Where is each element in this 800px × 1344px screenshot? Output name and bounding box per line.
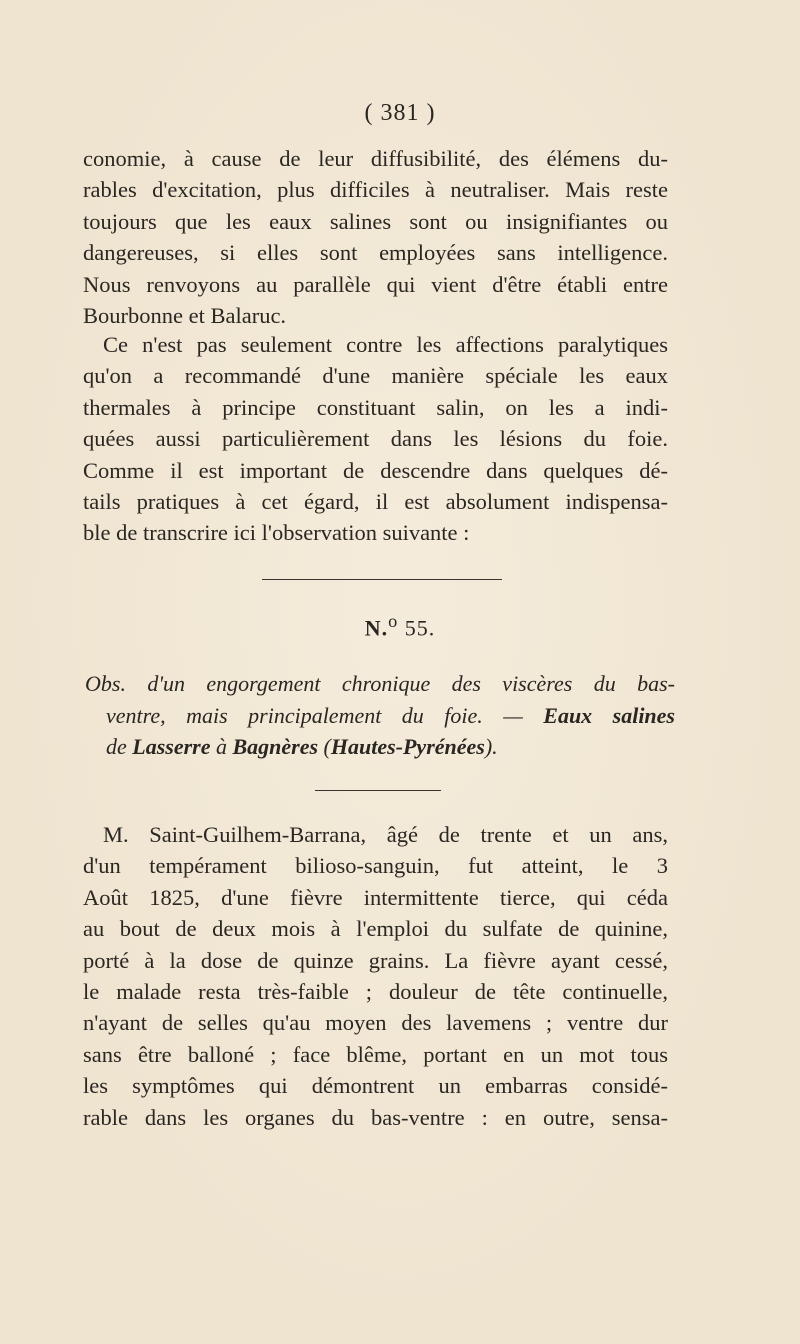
text-line: rable dans les organes du bas-ventre : en outre, sensa- [83, 1104, 668, 1130]
text-line: Ce n'est pas seulement contre les affections paralytiques [103, 332, 668, 357]
observation-title [85, 668, 675, 763]
text-line: Comme il est important de descendre dans quelques dé- [83, 457, 668, 483]
text-line: M. Saint-Guilhem-Barrana, âgé de trente et un ans, [103, 822, 668, 847]
observation-title-line [85, 700, 675, 732]
observation-title-text: ( [318, 734, 331, 759]
text-line: sans être balloné ; face blême, portant en un mot tous [83, 1041, 668, 1067]
text-line: d'un tempérament bilioso-sanguin, fut atteint, le 3 [83, 853, 668, 879]
text-line: Nous renvoyons au parallèle qui vient d'être établi entre [83, 271, 668, 297]
text-line: rables d'excitation, plus difficiles à neutraliser. Mais reste [83, 177, 668, 203]
observation-title-text: à [210, 734, 233, 759]
text-line: quées aussi particulièrement dans les lésions du foie. [83, 426, 668, 452]
paragraph-3 [83, 819, 668, 1133]
text-line: Août 1825, d'une fièvre intermittente tierce, qui céda [83, 884, 668, 910]
observation-title-text: ). [484, 734, 498, 759]
paragraph-1 [83, 143, 668, 331]
text-line: le malade resta très-faible ; douleur de tête continuelle, [83, 979, 668, 1005]
page-number: ( 381 ) [364, 100, 436, 126]
observation-title-text: de [106, 734, 133, 759]
text-line: toujours que les eaux salines sont ou insignifiantes ou [83, 208, 668, 234]
text-line: tails pratiques à cet égard, il est absolument indispensa- [83, 489, 668, 515]
text-line: au bout de deux mois à l'emploi du sulfate de quinine, [83, 916, 668, 942]
text-line: qu'on a recommandé d'une manière spéciale les eaux [83, 363, 668, 389]
observation-title-emphasis: Bagnères [232, 734, 319, 759]
observation-title-emphasis: Hautes-Pyrénées [330, 734, 485, 759]
paragraph-2 [83, 329, 668, 549]
observation-number-value: 55. [404, 615, 436, 641]
observation-number-sup: o [388, 611, 399, 631]
observation-title-emphasis: Lasserre [132, 734, 211, 759]
text-line: porté à la dose de quinze grains. La fièvre ayant cessé, [83, 947, 668, 973]
observation-title-line: Obs. d'un engorgement chronique des viscères du bas- [85, 671, 675, 696]
section-divider [315, 790, 441, 791]
observation-title-line [85, 731, 675, 763]
text-line: conomie, à cause de leur diffusibilité, des élémens du- [83, 146, 668, 171]
observation-title-emphasis: Eaux salines [543, 702, 675, 728]
text-line: les symptômes qui démontrent un embarras considé- [83, 1073, 668, 1099]
text-line: thermales à principe constituant salin, on les a indi- [83, 394, 668, 420]
section-divider [262, 579, 502, 580]
observation-number-prefix: N. [364, 615, 389, 641]
text-line: n'ayant de selles qu'au moyen des lavemens ; ventre dur [83, 1010, 668, 1036]
text-line: dangereuses, si elles sont employées sans intelligence. [83, 240, 668, 266]
observation-title-text: ventre, mais principalement du foie. — [106, 702, 544, 728]
text-line: Bourbonne et Balaruc. [83, 303, 287, 329]
observation-number [0, 611, 800, 641]
text-line: ble de transcrire ici l'observation suivante : [83, 520, 470, 546]
